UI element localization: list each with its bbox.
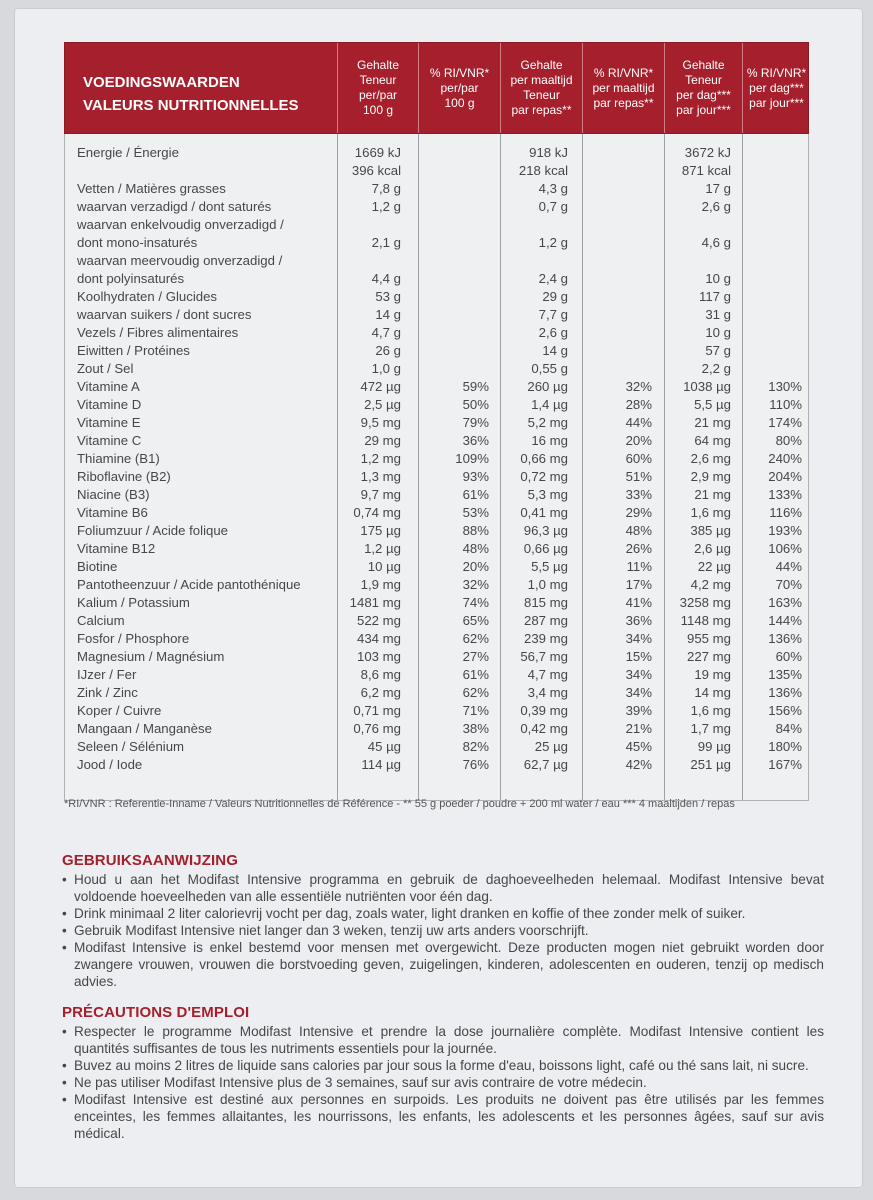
table-row <box>65 342 810 360</box>
ri-per-day: 240% <box>768 451 802 466</box>
value-per-day: 1038 µg <box>683 379 731 394</box>
header-ri-100g: % RI/VNR* per/par 100 g <box>418 43 500 133</box>
value-per-meal: 2,6 g <box>538 325 568 340</box>
table-row <box>65 558 810 576</box>
value-per-day: 22 µg <box>697 559 731 574</box>
value-per-meal: 1,2 g <box>538 235 568 250</box>
table-row <box>65 756 810 774</box>
value-per-100g: 1,3 mg <box>360 469 401 484</box>
value-per-100g: 114 µg <box>361 757 401 772</box>
table-row <box>65 540 810 558</box>
value-per-day: 57 g <box>705 343 731 358</box>
value-per-meal: 62,7 µg <box>523 757 568 772</box>
nutrient-label: Energie / Énergie <box>77 145 179 160</box>
table-row <box>65 360 810 378</box>
ri-per-day: 136% <box>768 631 802 646</box>
ri-per-100g: 50% <box>462 397 489 412</box>
ri-per-meal: 11% <box>626 559 652 574</box>
ri-per-100g: 38% <box>462 721 489 736</box>
value-per-100g: 434 mg <box>357 631 401 646</box>
nutrient-label: Zout / Sel <box>77 361 134 376</box>
nutrient-label: Koper / Cuivre <box>77 703 162 718</box>
table-header <box>64 42 809 134</box>
value-per-100g: 9,5 mg <box>360 415 401 430</box>
value-per-meal: 0,66 mg <box>520 451 568 466</box>
table-title <box>83 71 299 117</box>
instructions-nl-item: • Modifast Intensive is enkel bestemd voor mensen met overgewicht. Deze producten mogen niet gebruikt worden door zwangere vrouwen, vrouwen die borstvoeding geven, zuigelingen, kinderen, adolescenten en ouderen, tenzij op medisch advies. <box>62 939 824 990</box>
value-per-day: 2,6 mg <box>690 451 731 466</box>
nutrient-label: Vitamine A <box>77 379 140 394</box>
value-per-day: 117 g <box>698 289 731 304</box>
ri-per-100g: 109% <box>455 451 489 466</box>
value-per-100g: 522 mg <box>357 613 401 628</box>
value-per-meal: 14 g <box>542 343 568 358</box>
value-per-day: 251 µg <box>690 757 731 772</box>
ri-per-100g: 74% <box>462 595 489 610</box>
value-per-day: 1,6 mg <box>690 505 731 520</box>
ri-per-day: 204% <box>768 469 802 484</box>
nutrient-label: waarvan verzadigd / dont saturés <box>77 199 272 214</box>
value-per-100g: 103 mg <box>357 649 401 664</box>
ri-per-100g: 36% <box>462 433 489 448</box>
value-per-day: 955 mg <box>687 631 731 646</box>
instructions-nl-item: • Houd u aan het Modifast Intensive programma en gebruik de daghoeveelheden helemaal. Modifast Intensive bevat voldoende hoeveelheden van alle essentiële nutriënten voor één dag. <box>62 871 824 905</box>
ri-per-meal: 33% <box>625 487 652 502</box>
value-per-100g: 8,6 mg <box>360 667 401 682</box>
nutrient-label: waarvan enkelvoudig onverzadigd / dont mono-insaturés <box>77 217 284 250</box>
header-content-meal: Gehalte per maaltijd Teneur par repas** <box>500 43 582 133</box>
ri-per-day: 130% <box>768 379 802 394</box>
ri-per-meal: 34% <box>625 667 652 682</box>
ri-per-100g: 59% <box>462 379 489 394</box>
value-per-meal: 25 µg <box>534 739 568 754</box>
value-per-day: 4,6 g <box>701 235 731 250</box>
value-per-100g: 472 µg <box>360 379 401 394</box>
table-row <box>65 252 810 288</box>
table-row <box>65 378 810 396</box>
instructions-nl <box>62 852 824 990</box>
ri-per-meal: 28% <box>625 397 652 412</box>
table-row <box>65 486 810 504</box>
value-per-day: 31 g <box>705 307 731 322</box>
table-row <box>65 720 810 738</box>
value-per-day: 1,6 mg <box>690 703 731 718</box>
nutrient-label: Mangaan / Manganèse <box>77 721 212 736</box>
ri-per-meal: 34% <box>625 685 652 700</box>
ri-per-meal: 15% <box>625 649 652 664</box>
instructions-fr <box>62 1004 824 1142</box>
value-per-meal: 0,55 g <box>531 361 568 376</box>
value-per-100g: 26 g <box>375 343 401 358</box>
value-per-100g: 7,8 g <box>371 181 401 196</box>
value-per-meal: 0,7 g <box>538 199 568 214</box>
ri-per-100g: 93% <box>462 469 489 484</box>
nutrient-label: Vitamine D <box>77 397 142 412</box>
value-per-100g: 53 g <box>375 289 401 304</box>
table-row <box>65 180 810 198</box>
value-per-meal: 5,2 mg <box>527 415 568 430</box>
value-per-day: 3672 kJ <box>684 145 731 160</box>
ri-per-day: 167% <box>768 757 802 772</box>
table-row <box>65 414 810 432</box>
instructions-nl-item: • Drink minimaal 2 liter calorievrij vocht per dag, zoals water, light dranken en koffie of thee zonder melk of suiker. <box>62 905 824 922</box>
value-per-100g: 2,5 µg <box>364 397 401 412</box>
value-per-100g: 1,0 g <box>371 361 401 376</box>
ri-per-100g: 27% <box>462 649 489 664</box>
ri-per-100g: 53% <box>462 505 489 520</box>
table-row <box>65 630 810 648</box>
value-per-100g: 1,2 µg <box>364 541 401 556</box>
nutrient-label: Vitamine C <box>77 433 142 448</box>
ri-per-day: 116% <box>769 505 802 520</box>
value-per-100g: 0,76 mg <box>353 721 401 736</box>
ri-per-day: 163% <box>768 595 802 610</box>
header-content-100g: Gehalte Teneur per/par 100 g <box>337 43 418 133</box>
nutrient-label: Zink / Zinc <box>77 685 138 700</box>
ri-per-meal: 17% <box>625 577 652 592</box>
ri-per-meal: 42% <box>625 757 652 772</box>
nutrient-label: Thiamine (B1) <box>77 451 160 466</box>
nutrient-label: Seleen / Sélénium <box>77 739 185 754</box>
ri-per-meal: 51% <box>625 469 652 484</box>
nutrient-label: Koolhydraten / Glucides <box>77 289 218 304</box>
table-row <box>65 396 810 414</box>
value-per-meal: 7,7 g <box>538 307 568 322</box>
value-per-day: 10 g <box>705 325 731 340</box>
table-row <box>65 468 810 486</box>
table-row <box>65 684 810 702</box>
value-per-meal: 16 mg <box>531 433 568 448</box>
ri-per-100g: 79% <box>462 415 489 430</box>
table-row <box>65 198 810 216</box>
table-row <box>65 450 810 468</box>
table-row <box>65 648 810 666</box>
ri-per-100g: 71% <box>462 703 489 718</box>
value-per-day: 10 g <box>705 271 731 286</box>
value-per-meal: 239 mg <box>524 631 568 646</box>
table-row <box>65 702 810 720</box>
value-per-100g: 1481 mg <box>349 595 401 610</box>
value-per-day: 385 µg <box>690 523 731 538</box>
instructions-fr-item: • Modifast Intensive est destiné aux personnes en surpoids. Les produits ne doivent pas être utilisés par les femmes enceintes, les femmes allaitantes, les nourrissons, les enfants, les adolescents et les personnes âgées, sauf sur avis médical. <box>62 1091 824 1142</box>
value-per-day: 64 mg <box>694 433 731 448</box>
ri-per-meal: 48% <box>625 523 652 538</box>
ri-per-day: 156% <box>768 703 802 718</box>
ri-per-100g: 65% <box>462 613 489 628</box>
instructions-fr-item: • Buvez au moins 2 litres de liquide sans calories par jour sous la forme d'eau, boissons light, café ou thé sans lait, ni sucre. <box>62 1057 824 1074</box>
value-per-meal: 287 mg <box>524 613 568 628</box>
value-per-day: 2,9 mg <box>690 469 731 484</box>
value-per-100g: 14 g <box>375 307 401 322</box>
ri-per-100g: 61% <box>462 667 489 682</box>
nutrient-label: Kalium / Potassium <box>77 595 190 610</box>
table-row <box>65 504 810 522</box>
nutrient-label: Vezels / Fibres alimentaires <box>77 325 239 340</box>
value-per-100g: 0,74 mg <box>353 505 401 520</box>
ri-per-day: 84% <box>775 721 802 736</box>
header-ri-day: % RI/VNR* per dag*** par jour*** <box>742 43 810 133</box>
value-per-meal: 815 mg <box>524 595 568 610</box>
nutrient-label: Vetten / Matières grasses <box>77 181 226 196</box>
value-per-meal: 918 kJ <box>529 145 568 160</box>
value-per-day: 2,6 g <box>701 199 731 214</box>
ri-per-meal: 39% <box>625 703 652 718</box>
nutrient-label: Jood / Iode <box>77 757 143 772</box>
ri-per-meal: 60% <box>625 451 652 466</box>
value-per-meal: 0,72 mg <box>520 469 568 484</box>
footnote: *RI/VNR : Referentie-Inname / Valeurs Nutritionnelles de Référence - ** 55 g poeder / poudre + 200 ml water / eau *** 4 maaltijden / repas <box>64 798 735 810</box>
value-per-meal: 0,39 mg <box>520 703 568 718</box>
value-per-100g: 1,9 mg <box>360 577 401 592</box>
value-per-meal: 4,7 mg <box>527 667 568 682</box>
value-per-day: 871 kcal <box>681 163 731 178</box>
value-per-day: 3258 mg <box>679 595 731 610</box>
value-per-100g: 1669 kJ <box>354 145 401 160</box>
instructions-fr-item: • Respecter le programme Modifast Intensive et prendre la dose journalière complète. Modifast Intensive contient les quantités suffisantes de tous les nutriments essentiels pour la journée. <box>62 1023 824 1057</box>
value-per-day: 14 mg <box>694 685 731 700</box>
nutrition-table <box>64 42 809 801</box>
ri-per-day: 60% <box>775 649 802 664</box>
table-row <box>65 144 810 162</box>
nutrient-label: Magnesium / Magnésium <box>77 649 225 664</box>
ri-per-meal: 41% <box>625 595 652 610</box>
instructions-nl-item: • Gebruik Modifast Intensive niet langer dan 3 weken, tenzij uw arts anders voorschrijft. <box>62 922 824 939</box>
nutrient-label: Fosfor / Phosphore <box>77 631 190 646</box>
ri-per-meal: 32% <box>625 379 652 394</box>
ri-per-day: 70% <box>775 577 802 592</box>
instructions-nl-heading: GEBRUIKSAANWIJZING <box>62 852 238 869</box>
table-rows <box>65 144 810 774</box>
value-per-day: 21 mg <box>694 415 731 430</box>
nutrient-label: Foliumzuur / Acide folique <box>77 523 228 538</box>
value-per-meal: 260 µg <box>527 379 568 394</box>
value-per-meal: 56,7 mg <box>520 649 568 664</box>
value-per-meal: 5,5 µg <box>531 559 568 574</box>
ri-per-day: 44% <box>775 559 802 574</box>
ri-per-day: 174% <box>768 415 802 430</box>
value-per-meal: 5,3 mg <box>527 487 568 502</box>
value-per-100g: 4,4 g <box>371 271 401 286</box>
ri-per-100g: 61% <box>462 487 489 502</box>
value-per-meal: 2,4 g <box>538 271 568 286</box>
instructions-fr-item: • Ne pas utiliser Modifast Intensive plus de 3 semaines, sauf sur avis contraire de votre médecin. <box>62 1074 824 1091</box>
ri-per-meal: 20% <box>625 433 652 448</box>
ri-per-meal: 45% <box>625 739 652 754</box>
ri-per-100g: 76% <box>462 757 489 772</box>
nutrient-label: Riboflavine (B2) <box>77 469 171 484</box>
ri-per-day: 80% <box>775 433 802 448</box>
header-content-day: Gehalte Teneur per dag*** par jour*** <box>664 43 742 133</box>
value-per-meal: 0,41 mg <box>520 505 568 520</box>
nutrient-label: Niacine (B3) <box>77 487 150 502</box>
ri-per-day: 133% <box>768 487 802 502</box>
ri-per-day: 136% <box>768 685 802 700</box>
ri-per-day: 135% <box>768 667 802 682</box>
table-row <box>65 576 810 594</box>
value-per-meal: 1,4 µg <box>531 397 568 412</box>
table-row <box>65 306 810 324</box>
value-per-100g: 29 mg <box>364 433 401 448</box>
value-per-meal: 0,42 mg <box>520 721 568 736</box>
value-per-100g: 2,1 g <box>371 235 401 250</box>
table-row <box>65 612 810 630</box>
value-per-day: 4,2 mg <box>690 577 731 592</box>
ri-per-100g: 20% <box>462 559 489 574</box>
ri-per-100g: 32% <box>462 577 489 592</box>
instructions-fr-heading: PRÉCAUTIONS D'EMPLOI <box>62 1004 250 1021</box>
value-per-day: 19 mg <box>694 667 731 682</box>
table-row <box>65 162 810 180</box>
table-row <box>65 594 810 612</box>
value-per-meal: 0,66 µg <box>523 541 568 556</box>
table-row <box>65 522 810 540</box>
value-per-meal: 3,4 mg <box>527 685 568 700</box>
value-per-100g: 10 µg <box>367 559 401 574</box>
table-row <box>65 432 810 450</box>
nutrient-label: Eiwitten / Protéines <box>77 343 190 358</box>
value-per-meal: 1,0 mg <box>527 577 568 592</box>
nutrient-label: Pantotheenzuur / Acide pantothénique <box>77 577 301 592</box>
nutrient-label: waarvan meervoudig onverzadigd / dont polyinsaturés <box>77 253 283 286</box>
ri-per-100g: 62% <box>462 631 489 646</box>
value-per-day: 2,6 µg <box>694 541 731 556</box>
value-per-day: 1148 mg <box>680 613 731 628</box>
value-per-day: 5,5 µg <box>694 397 731 412</box>
value-per-meal: 4,3 g <box>538 181 568 196</box>
table-row <box>65 324 810 342</box>
value-per-day: 99 µg <box>697 739 731 754</box>
value-per-100g: 9,7 mg <box>360 487 401 502</box>
ri-per-day: 193% <box>768 523 802 538</box>
table-body <box>64 134 809 801</box>
ri-per-meal: 44% <box>625 415 652 430</box>
table-title-nl: VOEDINGSWAARDEN <box>83 74 240 91</box>
ri-per-100g: 48% <box>462 541 489 556</box>
nutrient-label: Biotine <box>77 559 118 574</box>
table-row <box>65 288 810 306</box>
ri-per-day: 106% <box>768 541 802 556</box>
ri-per-meal: 29% <box>625 505 652 520</box>
ri-per-day: 144% <box>768 613 802 628</box>
ri-per-day: 110% <box>769 397 802 412</box>
value-per-100g: 0,71 mg <box>353 703 401 718</box>
value-per-100g: 45 µg <box>367 739 401 754</box>
nutrient-label: Vitamine B12 <box>77 541 156 556</box>
value-per-day: 227 mg <box>687 649 731 664</box>
ri-per-meal: 21% <box>625 721 652 736</box>
nutrient-label: Vitamine B6 <box>77 505 148 520</box>
value-per-100g: 175 µg <box>360 523 401 538</box>
ri-per-day: 180% <box>768 739 802 754</box>
value-per-meal: 29 g <box>542 289 568 304</box>
nutrient-label: IJzer / Fer <box>77 667 137 682</box>
ri-per-meal: 34% <box>625 631 652 646</box>
value-per-meal: 218 kcal <box>518 163 568 178</box>
ri-per-100g: 88% <box>462 523 489 538</box>
value-per-day: 2,2 g <box>701 361 731 376</box>
value-per-100g: 396 kcal <box>351 163 401 178</box>
value-per-day: 21 mg <box>694 487 731 502</box>
nutrient-label: Calcium <box>77 613 125 628</box>
table-row <box>65 666 810 684</box>
table-row <box>65 216 810 252</box>
value-per-100g: 1,2 mg <box>360 451 401 466</box>
nutrient-label: waarvan suikers / dont sucres <box>77 307 252 322</box>
value-per-100g: 6,2 mg <box>360 685 401 700</box>
value-per-meal: 96,3 µg <box>523 523 568 538</box>
ri-per-meal: 26% <box>625 541 652 556</box>
nutrient-label: Vitamine E <box>77 415 141 430</box>
value-per-day: 1,7 mg <box>690 721 731 736</box>
ri-per-100g: 82% <box>462 739 489 754</box>
table-row <box>65 738 810 756</box>
value-per-day: 17 g <box>705 181 731 196</box>
value-per-100g: 4,7 g <box>371 325 401 340</box>
ri-per-100g: 62% <box>462 685 489 700</box>
header-ri-meal: % RI/VNR* per maaltijd par repas** <box>582 43 664 133</box>
value-per-100g: 1,2 g <box>371 199 401 214</box>
ri-per-meal: 36% <box>625 613 652 628</box>
table-title-fr: VALEURS NUTRITIONNELLES <box>83 97 299 114</box>
